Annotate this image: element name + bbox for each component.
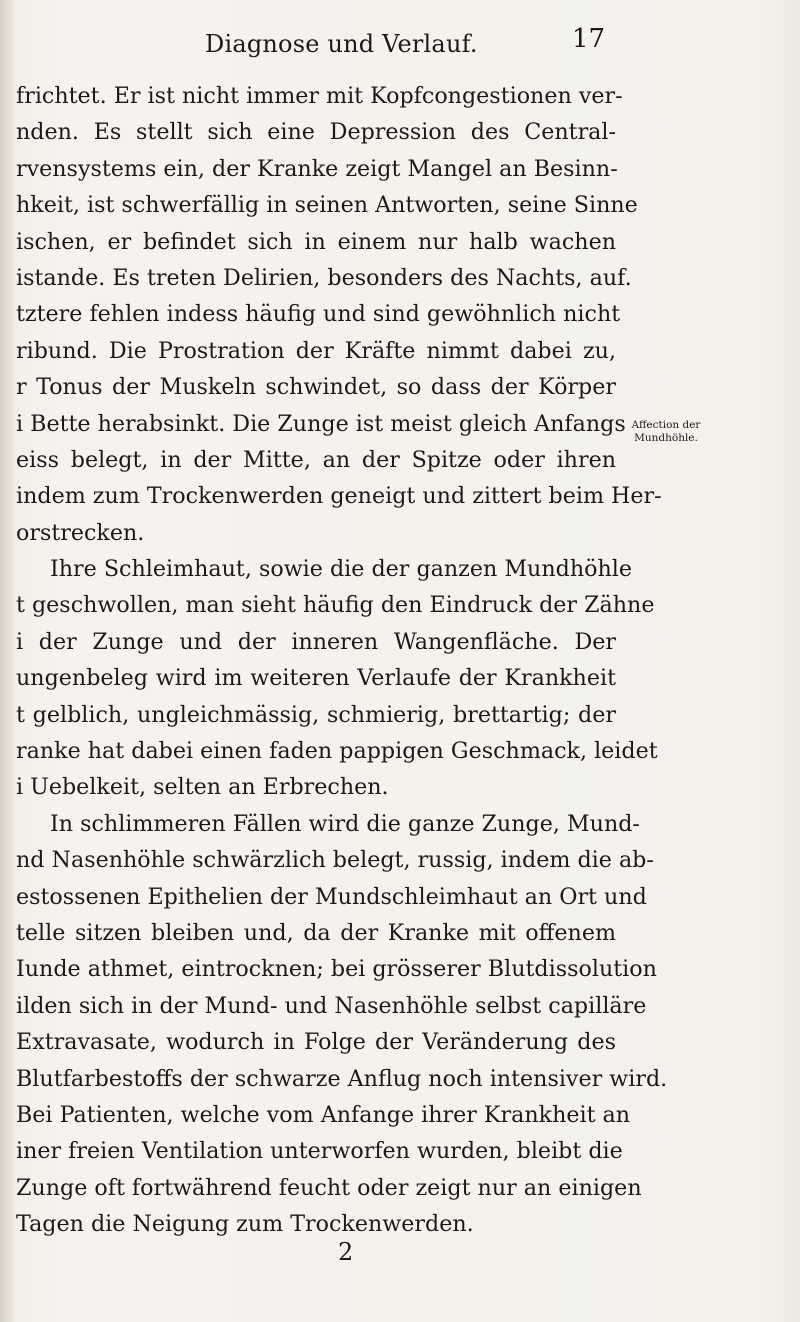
text-line: Iunde athmet, eintrocknen; bei grösserer Blutdissolution [16, 956, 657, 983]
text-line: In schlimmeren Fällen wird die ganze Zunge, Mund- [50, 810, 640, 837]
text-line: hkeit, ist schwerfällig in seinen Antworten, seine Sinne [16, 192, 638, 219]
margin-note [623, 419, 709, 445]
text-line: iner freien Ventilation unterworfen wurden, bleibt die [16, 1138, 623, 1165]
text-line: orstrecken. [16, 519, 145, 546]
text-line: telle sitzen bleiben und, da der Kranke mit offenem [16, 919, 616, 946]
binding-edge [0, 0, 14, 1322]
text-line: ischen, er befindet sich in einem nur halb wachen [16, 228, 616, 255]
margin-note-line: Mundhöhle. [634, 432, 698, 444]
running-head: Diagnose und Verlauf. [205, 30, 478, 58]
text-line: r Tonus der Muskeln schwindet, so dass der Körper [16, 374, 616, 401]
text-line: rvensystems ein, der Kranke zeigt Mangel an Besinn- [16, 155, 618, 182]
text-line: t gelblich, ungleichmässig, schmierig, brettartig; der [16, 701, 616, 728]
text-line: Zunge oft fortwährend feucht oder zeigt nur an einigen [16, 1174, 642, 1201]
text-line: i der Zunge und der inneren Wangenfläche. Der [16, 628, 616, 655]
text-line: ilden sich in der Mund- und Nasenhöhle selbst capilläre [16, 992, 647, 1019]
text-line: tztere fehlen indess häufig und sind gewöhnlich nicht [16, 301, 621, 328]
text-line: ungenbeleg wird im weiteren Verlaufe der Krankheit [16, 665, 616, 692]
text-line: nd Nasenhöhle schwärzlich belegt, russig, indem die ab- [16, 847, 654, 874]
text-line: ribund. Die Prostration der Kräfte nimmt dabei zu, [16, 337, 616, 364]
page-number: 17 [572, 24, 606, 54]
text-line: Bei Patienten, welche vom Anfange ihrer Krankheit an [16, 1101, 631, 1128]
text-line: Blutfarbestoffs der schwarze Anflug noch intensiver wird. [16, 1065, 668, 1092]
text-line: eiss belegt, in der Mitte, an der Spitze oder ihren [16, 446, 616, 473]
text-line: nden. Es stellt sich eine Depression des Central- [16, 119, 616, 146]
text-line: indem zum Trockenwerden geneigt und zittert beim Her- [16, 483, 662, 510]
text-line: istande. Es treten Delirien, besonders des Nachts, auf. [16, 264, 632, 291]
text-line: i Bette herabsinkt. Die Zunge ist meist gleich Anfangs [16, 410, 626, 437]
signature-mark: 2 [338, 1238, 354, 1266]
text-line: ranke hat dabei einen faden pappigen Geschmack, leidet [16, 738, 658, 765]
text-line: i Uebelkeit, selten an Erbrechen. [16, 774, 389, 801]
text-line: Ihre Schleimhaut, sowie die der ganzen Mundhöhle [50, 556, 632, 583]
text-line: Extravasate, wodurch in Folge der Veränderung des [16, 1029, 616, 1056]
margin-note-line: Affection der [631, 419, 701, 431]
text-line: frichtet. Er ist nicht immer mit Kopfcongestionen ver- [16, 83, 623, 109]
text-line: Tagen die Neigung zum Trockenwerden. [16, 1211, 474, 1238]
text-line: estossenen Epithelien der Mundschleimhaut an Ort und [16, 883, 647, 910]
text-line: t geschwollen, man sieht häufig den Eindruck der Zähne [16, 592, 655, 619]
